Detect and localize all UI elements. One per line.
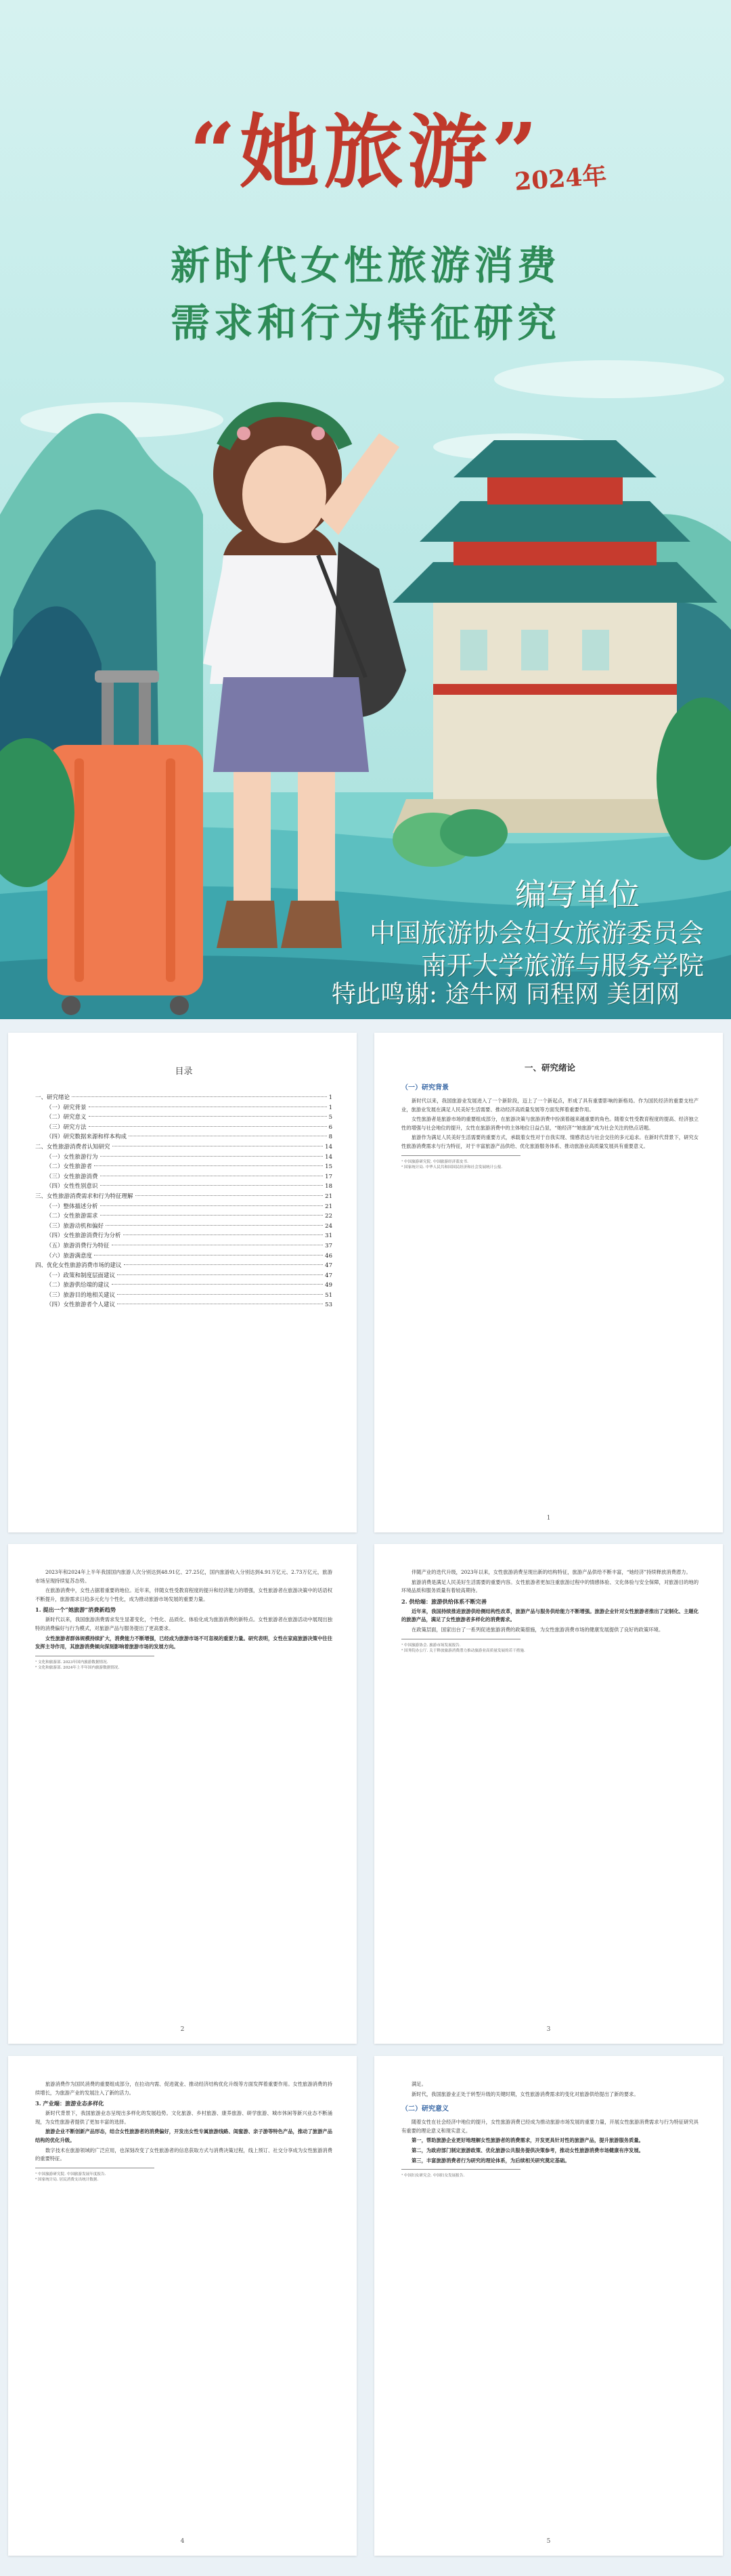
page-number: 5 (546, 2538, 551, 2545)
body-paragraph: 新时代以来，我国旅游消费需求发生显著变化，个性化、品质化、体验化成为旅游消费的新特点。女性旅游者在旅游活动中展现出独特的消费偏好与行为模式，对旅游产品与服务提出了更高要求。 (35, 1616, 332, 1631)
toc-leader-dots (89, 1126, 327, 1127)
footnote: ¹ 中国旅游研究院. 中国旅游发展年度报告. (35, 2172, 106, 2176)
toc-entry-title: 一、研究绪论 (35, 1094, 70, 1101)
toc-entry[interactable] (35, 1291, 332, 1301)
document-page (8, 2056, 357, 2556)
document-page (374, 1033, 723, 1532)
toc-entry-page: 37 (325, 1242, 332, 1249)
footnote-divider (401, 1155, 520, 1156)
toc-entry[interactable] (35, 1241, 332, 1251)
toc-entry-title: 三、女性旅游消费需求和行为特征理解 (35, 1193, 133, 1200)
body-paragraph: 新时代背景下，我国旅游业态呈现出多样化的发展趋势。文化旅游、乡村旅游、康养旅游、研学旅游、城市休闲等新兴业态不断涌现，为女性旅游者提供了更加丰富的选择。 (35, 2110, 332, 2125)
toc-entry-title: （三）旅游目的地相关建议 (46, 1291, 116, 1299)
body-paragraph: 在旅游消费中，女性占据着重要的地位。近年来，伴随女性受教育程度的提升和经济能力的增强，女性旅游者在旅游决策中的话语权不断提升，旅游需求日趋多元化与个性化，成为推动旅游市场发展的重要力量。 (35, 1587, 332, 1602)
toc-entry-page: 14 (325, 1143, 332, 1151)
compiled-by-label: 编写单位 (515, 876, 640, 913)
toc-entry[interactable] (35, 1251, 332, 1262)
toc-leader-dots (124, 1264, 324, 1265)
toc-leader-dots (135, 1195, 324, 1196)
page-number: 3 (546, 2026, 551, 2033)
toc-entry-title: （五）旅游消费行为特征 (46, 1242, 110, 1249)
toc-page (8, 1033, 357, 1532)
page-number: 1 (546, 1515, 551, 1522)
toc-entry[interactable] (35, 1271, 332, 1281)
toc-entry-title: （四）女性旅游消费行为分析 (46, 1232, 121, 1240)
toc-entry-page: 46 (325, 1252, 332, 1260)
footnote: ¹ 中国妇女研究会. 中国妇女发展报告. (401, 2174, 465, 2178)
toc-leader-dots (72, 1096, 327, 1097)
toc-entry-title: （三）旅游动机和偏好 (46, 1222, 104, 1230)
toc-entry-page: 24 (325, 1222, 332, 1230)
acknowledgement: 特此鸣谢: 途牛网 同程网 美团网 (332, 981, 680, 1008)
toc-entry-title: （三）女性旅游消费 (46, 1173, 98, 1180)
toc-leader-dots (89, 1116, 327, 1117)
body-paragraph: 旅游消费是满足人民美好生活需要的重要内容。女性旅游者更加注重旅游过程中的情感体验、文化体验与安全保障，对旅游目的地的环境品质和服务质量有着较高期待。 (401, 1579, 699, 1594)
body-paragraph: 第一，帮助旅游企业更好地理解女性旅游者的消费需求，开发更具针对性的旅游产品，提升旅游服务质量。 (412, 2137, 644, 2144)
cover-subtitle-line-2: 需求和行为特征研究 (170, 300, 560, 346)
organization-1: 中国旅游协会妇女旅游委员会 (369, 918, 704, 948)
subsection-heading: 1. 提出一个“她旅游”消费新趋势 (35, 1606, 116, 1614)
body-paragraph: 近年来，我国持续推进旅游供给侧结构性改革，旅游产品与服务供给能力不断增强。旅游企业针对女性旅游者推出了定制化、主题化的旅游产品，满足了女性旅游者多样化的消费需求。 (401, 1608, 699, 1623)
body-paragraph: 2023年和2024年上半年我国国内旅游人次分别达到48.91亿、27.25亿，国内旅游收入分别达到4.91万亿元、2.73万亿元，旅游市场呈现持续复苏态势。 (35, 1569, 332, 1584)
toc-entry[interactable] (35, 1192, 332, 1202)
toc-entry-title: （二）女性旅游者 (46, 1163, 93, 1171)
toc-list (35, 1093, 332, 1310)
toc-entry-title: 四、优化女性旅游消费市场的建议 (35, 1262, 122, 1270)
cover-subtitle-line-1: 新时代女性旅游消费 (170, 242, 560, 288)
toc-entry-page: 21 (325, 1203, 332, 1210)
toc-leader-dots (117, 1294, 323, 1295)
footnote: ¹ 中国旅游协会. 旅游市场发展报告. (401, 1643, 461, 1648)
body-paragraph: 满足。 (412, 2081, 426, 2087)
toc-entry-page: 49 (325, 1282, 332, 1289)
subsection-heading: 3. 产业端：旅游业态多样化 (35, 2100, 104, 2107)
cover-title: “她旅游” (190, 105, 541, 199)
footnote: ² 国家统计局. 居民消费支出统计数据. (35, 2178, 99, 2183)
toc-title: 目录 (175, 1067, 193, 1077)
document-page (374, 2056, 723, 2556)
toc-entry-page: 6 (328, 1123, 332, 1131)
toc-entry-title: （一）整体描述分析 (46, 1203, 98, 1210)
toc-leader-dots (100, 1185, 324, 1186)
page-number: 2 (180, 2026, 185, 2033)
section-heading: （二）研究意义 (401, 2105, 449, 2113)
toc-entry-page: 17 (325, 1173, 332, 1180)
toc-entry-title: （一）研究背景 (46, 1104, 87, 1111)
toc-leader-dots (117, 1274, 323, 1275)
toc-entry-page: 1 (328, 1094, 332, 1101)
toc-leader-dots (112, 1284, 324, 1285)
cover-year: 2024年 (513, 161, 608, 196)
toc-entry-page: 47 (325, 1262, 332, 1270)
document-page (8, 1544, 357, 2044)
toc-entry-page: 8 (328, 1134, 332, 1141)
subsection-heading: 2. 供给端：旅游供给体系不断完善 (401, 1597, 487, 1605)
cover-page (0, 0, 731, 1019)
toc-entry[interactable] (35, 1113, 332, 1123)
toc-entry-title: （二）女性旅游需求 (46, 1213, 98, 1220)
body-paragraph: 女性旅游者群体规模持续扩大，消费能力不断增强，已经成为旅游市场不可忽视的重要力量。研究表明，女性在家庭旅游决策中往往发挥主导作用，其旅游消费倾向深刻影响着旅游市场的发展方向。 (35, 1635, 332, 1650)
toc-entry-title: （四）女性旅游者个人建议 (46, 1302, 116, 1309)
toc-entry-page: 53 (325, 1302, 332, 1309)
footnote: ² 文化和旅游部. 2024年上半年国内旅游数据情况. (35, 1666, 120, 1671)
toc-entry[interactable] (35, 1153, 332, 1163)
toc-entry[interactable] (35, 1172, 332, 1182)
body-paragraph: 旅游作为满足人民美好生活需要的重要方式，承载着女性对于自我实现、情感表达与社会交往的多元追求。在新时代背景下，研究女性旅游消费需求与行为特征，对于丰富旅游产品供给、优化旅游服务体系、推动旅游业高质量发展具有重要意义。 (401, 1134, 699, 1149)
toc-entry[interactable] (35, 1132, 332, 1142)
toc-entry-page: 21 (325, 1193, 332, 1200)
toc-leader-dots (100, 1205, 324, 1206)
body-paragraph: 新时代，我国旅游业正处于转型升级的关键时期，女性旅游消费需求的变化对旅游供给提出了新的要求。 (412, 2090, 639, 2097)
toc-entry-page: 18 (325, 1183, 332, 1190)
toc-entry[interactable] (35, 1231, 332, 1241)
toc-leader-dots (100, 1215, 324, 1216)
toc-entry-title: （二）研究意义 (46, 1114, 87, 1121)
toc-entry[interactable] (35, 1162, 332, 1172)
toc-entry-title: （四）女性性别意识 (46, 1183, 98, 1190)
toc-entry-title: （三）研究方法 (46, 1123, 87, 1131)
toc-entry[interactable] (35, 1142, 332, 1153)
toc-entry[interactable] (35, 1093, 332, 1103)
body-paragraph: 在政策层面，国家出台了一系列促进旅游消费的政策措施，为女性旅游消费市场的健康发展提供了良好的政策环境。 (412, 1626, 664, 1633)
toc-entry-page: 22 (325, 1213, 332, 1220)
organization-2: 南开大学旅游与服务学院 (420, 951, 704, 981)
toc-leader-dots (100, 1156, 324, 1157)
body-paragraph: 新时代以来，我国旅游业发展进入了一个新阶段，迈上了一个新起点，形成了具有重要影响的新格局。作为国民经济的重要支柱产业，旅游业发展在满足人民美好生活需要、推动经济高质量发展等方面发挥着重要作用。 (401, 1098, 699, 1113)
footnote: ² 国家统计局. 中华人民共和国国民经济和社会发展统计公报. (401, 1165, 503, 1169)
body-paragraph: 数字技术在旅游领域的广泛应用，也深刻改变了女性旅游者的信息获取方式与消费决策过程，线上预订、社交分享成为女性旅游消费的重要特征。 (35, 2147, 332, 2162)
body-paragraph: 随着女性在社会经济中地位的提升，女性旅游消费已经成为推动旅游市场发展的重要力量，开展女性旅游消费需求与行为特征研究具有重要的理论意义和现实意义。 (401, 2119, 699, 2134)
body-paragraph: 第三，丰富旅游消费者行为研究的理论体系，为后续相关研究奠定基础。 (412, 2157, 570, 2164)
toc-entry[interactable] (35, 1202, 332, 1212)
toc-entry-page: 47 (325, 1272, 332, 1279)
toc-entry[interactable] (35, 1222, 332, 1232)
page-number: 4 (180, 2538, 185, 2545)
toc-entry[interactable] (35, 1300, 332, 1310)
footnote: ² 国务院办公厅. 关于释放旅游消费潜力推动旅游业高质量发展的若干措施. (401, 1648, 525, 1653)
toc-entry[interactable] (35, 1261, 332, 1271)
body-paragraph: 旅游企业不断创新产品形态，结合女性旅游者的消费偏好，开发出女性专属旅游线路、闺蜜游、亲子游等特色产品，推动了旅游产品结构的优化升级。 (35, 2128, 332, 2143)
body-paragraph: 第二，为政府部门制定旅游政策、优化旅游公共服务提供决策参考，推动女性旅游消费市场健康有序发展。 (412, 2147, 644, 2153)
toc-entry-page: 31 (325, 1232, 332, 1240)
toc-entry-page: 14 (325, 1153, 332, 1161)
footnote-divider (401, 2169, 520, 2170)
section-heading: （一）研究背景 (401, 1084, 449, 1092)
toc-entry-page: 51 (325, 1291, 332, 1299)
document-page (374, 1544, 723, 2044)
toc-entry-page: 15 (325, 1163, 332, 1171)
toc-entry-title: （一）政策和制度层面建议 (46, 1272, 116, 1279)
toc-leader-dots (94, 1165, 323, 1166)
toc-entry-page: 1 (328, 1104, 332, 1111)
toc-entry[interactable] (35, 1103, 332, 1113)
toc-entry-title: （六）旅游满意度 (46, 1252, 93, 1260)
footnote: ¹ 中国旅游研究院. 中国旅游经济蓝皮书. (401, 1159, 468, 1164)
body-paragraph: 旅游消费作为国民消费的重要组成部分，在拉动内需、促进就业、推动经济结构优化升级等方面发挥着重要作用。女性旅游消费的持续增长，为旅游产业的发展注入了新的活力。 (35, 2081, 332, 2096)
toc-entry-title: （二）旅游供给端的建议 (46, 1282, 110, 1289)
toc-entry-title: （一）女性旅游行为 (46, 1153, 98, 1161)
toc-entry-title: 二、女性旅游消费者认知研究 (35, 1143, 110, 1151)
toc-entry[interactable] (35, 1211, 332, 1222)
footnote: ¹ 文化和旅游部. 2023年国内旅游数据情况. (35, 1660, 108, 1665)
toc-entry[interactable] (35, 1182, 332, 1192)
toc-entry[interactable] (35, 1123, 332, 1133)
body-paragraph: 伴随产业的迭代升级，2023年以来，女性旅游消费呈现出新的结构特征，旅游产品供给不断丰富，“她经济”持续释放消费潜力。 (412, 1569, 691, 1575)
body-paragraph: 女性旅游者是旅游市场的重要组成部分，在旅游决策与旅游消费中扮演着越来越重要的角色。随着女性受教育程度的提高、经济独立性的增强与社会地位的提升，女性在旅游消费中的主体地位日益凸显，“她经济”“她旅游”成为社会关注的热点话题。 (401, 1116, 699, 1131)
toc-entry[interactable] (35, 1281, 332, 1291)
toc-entry-title: （四）研究数据来源和样本构成 (46, 1134, 127, 1141)
toc-entry-page: 5 (328, 1114, 332, 1121)
chapter-heading: 一、研究绪论 (524, 1062, 575, 1073)
toc-leader-dots (106, 1225, 323, 1226)
